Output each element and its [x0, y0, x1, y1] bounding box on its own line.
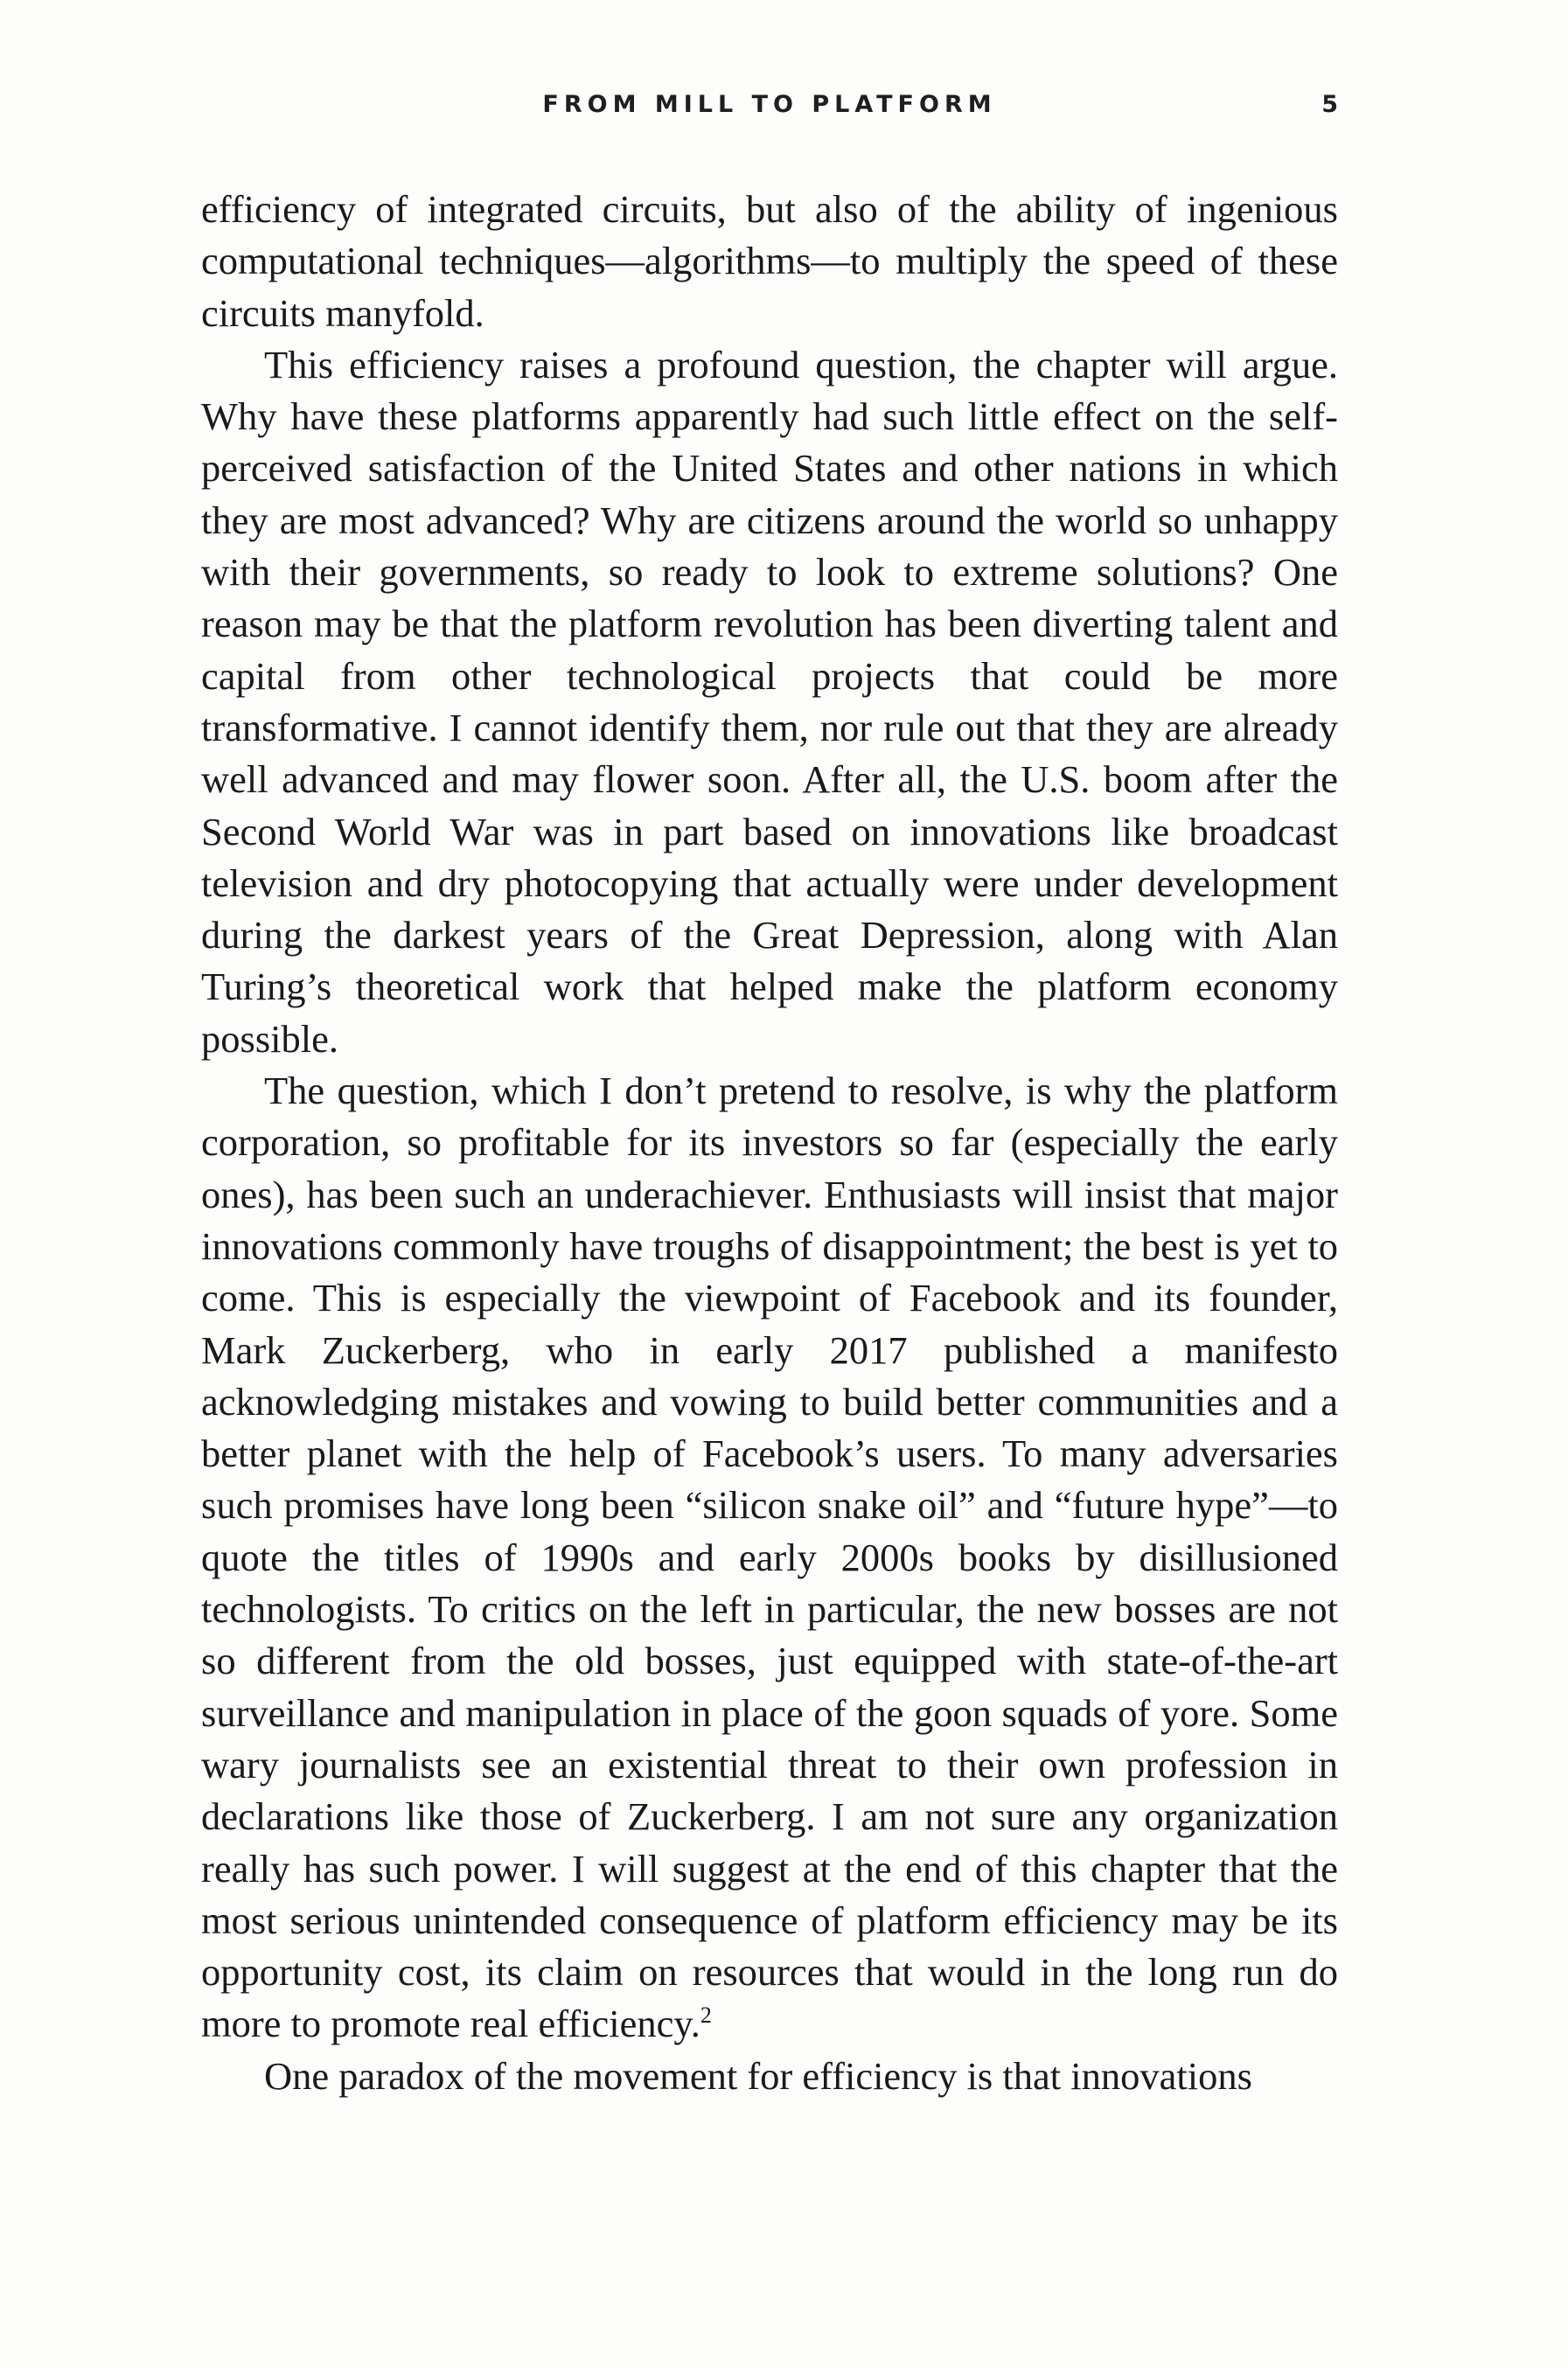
running-head	[201, 91, 1338, 126]
paragraph	[201, 2051, 1338, 2102]
paragraph-text: The question, which I don’t pretend to resolve, is why the platform corporation, so profitable for its investors so far (especially the early ones), has been such an underachiever. Enthusiasts will insist that major innovations commonly have troughs of disappointment; the best is yet to come. This is especially the viewpoint of Facebook and its founder, Mark Zuckerberg, who in early 2017 published a manifesto acknowledging mistakes and vowing to build better communities and a better planet with the help of Facebook’s users. To many adversaries such promises have long been “silicon snake oil” and “future hype”—to quote the titles of 1990s and early 2000s books by disillusioned technologists. To critics on the left in particular, the new bosses are not so different from the old bosses, just equipped with state-of-the-art surveillance and manipulation in place of the goon squads of yore. Some wary journalists see an existential threat to their own profession in declarations like those of Zuckerberg. I am not sure any organization really has such power. I will suggest at the end of this chapter that the most serious unintended consequence of platform efficiency may be its opportunity cost, its claim on resources that would in the long run do more to promote real efficiency.	[201, 1069, 1338, 2046]
paragraph-text: This efficiency raises a profound question, the chapter will argue. Why have these platforms apparently had such little effect on the self-perceived satisfaction of the United States and other nations in which they are most advanced? Why are citizens around the world so unhappy with their governments, so ready to look to extreme solutions? One reason may be that the platform revolution has been diverting talent and capital from other technological projects that could be more transformative. I cannot identify them, nor rule out that they are already well advanced and may flower soon. After all, the U.S. boom after the Second World War was in part based on innovations like broadcast television and dry photocopying that actually were under development during the darkest years of the Great Depression, along with Alan Turing’s theoretical work that helped make the platform economy possible.	[201, 342, 1338, 1061]
footnote-marker: 2	[700, 2002, 712, 2029]
body-text	[201, 184, 1338, 2102]
paragraph-text: efficiency of integrated circuits, but also of the ability of ingenious computational techniques—algorithms—to multiply the speed of these circuits manyfold.	[201, 187, 1338, 335]
paragraph	[201, 1065, 1338, 2051]
paragraph-text: One paradox of the movement for efficiency is that innovations	[264, 2053, 1252, 2098]
paragraph-continued	[201, 184, 1338, 339]
paragraph	[201, 339, 1338, 1065]
page-number: 5	[1321, 91, 1338, 118]
running-title: FROM MILL TO PLATFORM	[542, 91, 997, 118]
